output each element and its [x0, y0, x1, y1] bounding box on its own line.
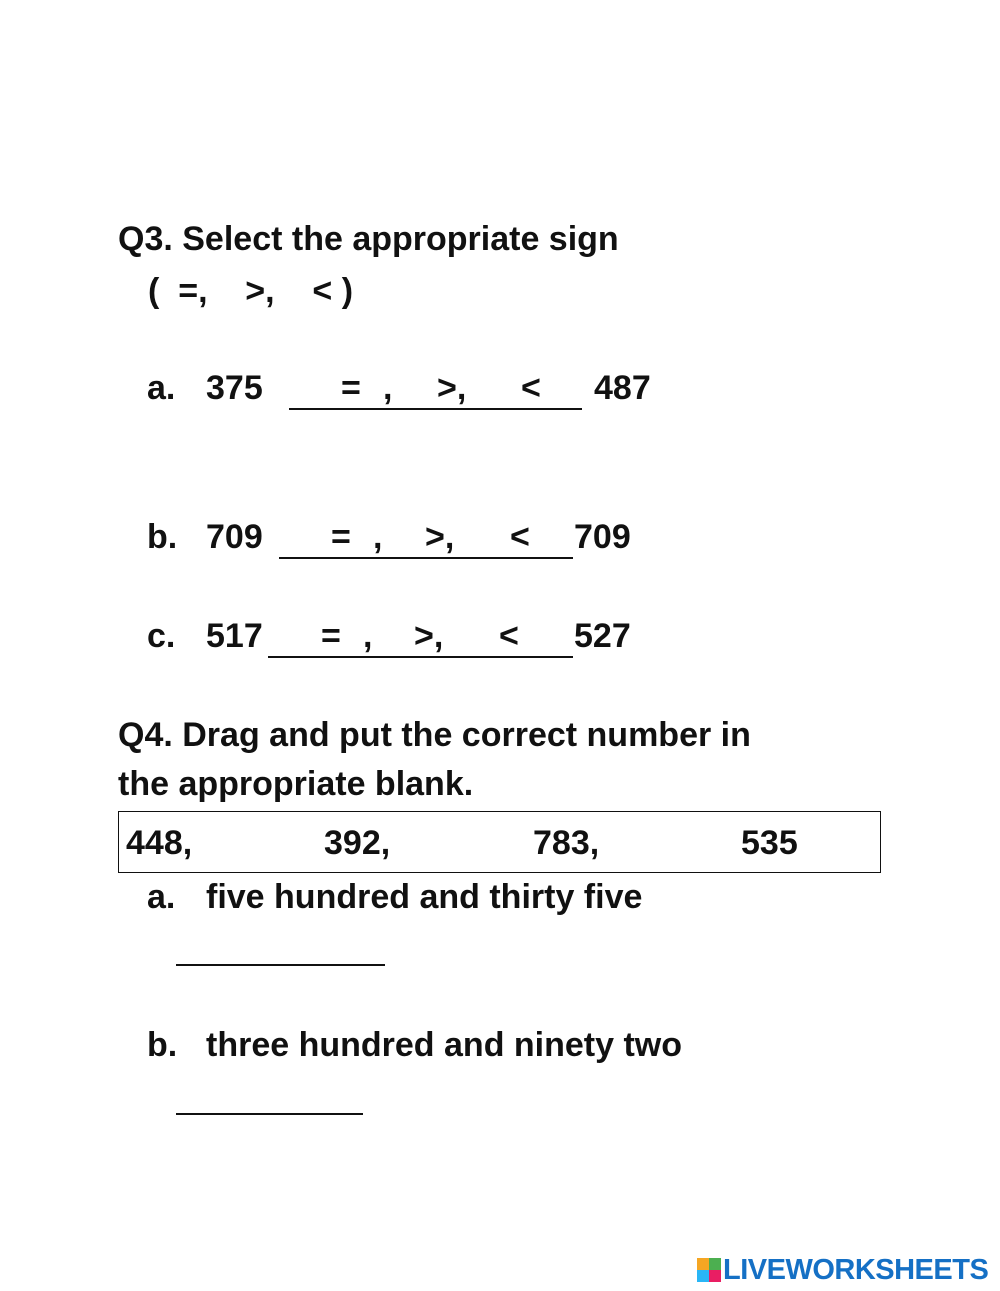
choice-less[interactable]: < [521, 369, 541, 407]
choice-greater[interactable]: >, [437, 369, 467, 407]
sign-choice-blank[interactable] [279, 519, 573, 559]
choice-less[interactable]: < [499, 617, 519, 655]
item-text: five hundred and thirty five [206, 878, 643, 916]
right-number: 709 [574, 518, 631, 556]
item-text: three hundred and ninety two [206, 1026, 683, 1064]
item-letter: c. [147, 617, 176, 655]
bank-number-535[interactable]: 535 [741, 824, 798, 862]
choice-equals[interactable]: = [321, 617, 341, 655]
item-letter: b. [147, 1026, 178, 1064]
logo-text: LIVEWORKSHEETS [723, 1254, 989, 1286]
item-letter: a. [147, 369, 176, 407]
choice-equals[interactable]: = [331, 518, 351, 556]
bank-number-783[interactable]: 783, [533, 824, 600, 862]
choice-comma[interactable]: , [363, 617, 373, 655]
sign-choice-blank[interactable] [268, 618, 573, 658]
q3-title: Q3. Select the appropriate sign [118, 220, 619, 258]
q4-title-line2: the appropriate blank. [118, 765, 474, 803]
choice-less[interactable]: < [510, 518, 530, 556]
sign-choice-blank[interactable] [289, 370, 582, 410]
q4-title-line1: Q4. Drag and put the correct number in [118, 716, 751, 754]
right-number: 527 [574, 617, 631, 655]
bank-number-448[interactable]: 448, [126, 824, 193, 862]
number-bank [118, 811, 881, 873]
choice-equals[interactable]: = [341, 369, 361, 407]
answer-drop-blank[interactable] [176, 930, 385, 966]
left-number: 375 [206, 369, 263, 407]
answer-drop-blank[interactable] [176, 1079, 363, 1115]
left-number: 709 [206, 518, 263, 556]
logo-square [697, 1270, 709, 1282]
logo-squares-icon [697, 1258, 721, 1282]
bank-number-392[interactable]: 392, [324, 824, 391, 862]
item-letter: a. [147, 878, 176, 916]
q3-sign-options: ( =, >, < ) [148, 272, 354, 310]
choice-greater[interactable]: >, [425, 518, 455, 556]
choice-comma[interactable]: , [383, 369, 393, 407]
liveworksheets-logo [697, 1255, 988, 1285]
right-number: 487 [594, 369, 651, 407]
logo-square [709, 1258, 721, 1270]
choice-comma[interactable]: , [373, 518, 383, 556]
item-letter: b. [147, 518, 178, 556]
logo-square [709, 1270, 721, 1282]
left-number: 517 [206, 617, 263, 655]
logo-square [697, 1258, 709, 1270]
choice-greater[interactable]: >, [414, 617, 444, 655]
